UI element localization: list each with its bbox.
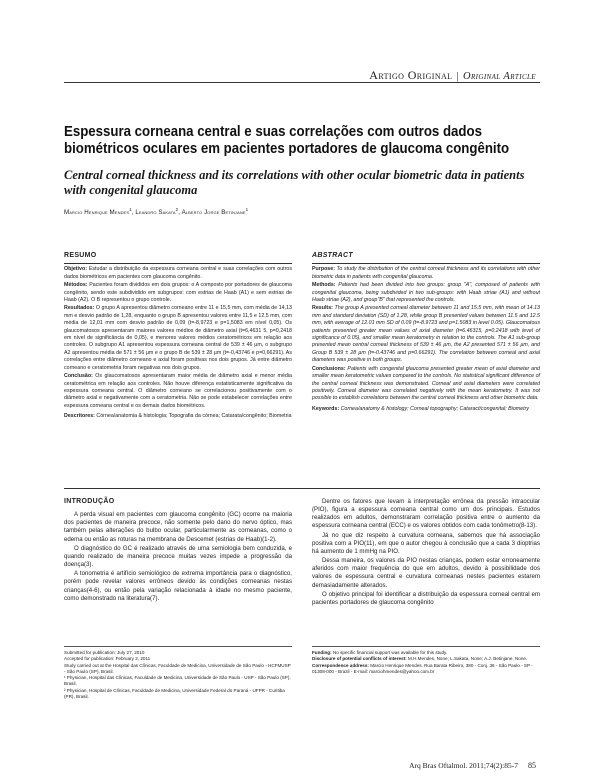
citation: Arq Bras Oftalmol. 2011;74(2):85-7 bbox=[409, 761, 518, 770]
title-en: Central corneal thickness and its correlations with other ocular biometric data in patients with congenital glaucoma bbox=[64, 168, 525, 197]
resumo-resultados: Resultados: O grupo A apresentou diâmetro corneano entre 11 e 15,5 mm, com média de 14,13 mm e desvio padrão de 1,28, enquanto o grupo B apresentou valores entre 11,5 e 12,5 mm, com média de 12,01 mm com desvio padrão de 0,09 (t=-8,9723 e p=1,5083 em nível 0,05). Os glaucomatosos apresentaram maiores valores médios de diâmetro axial (t=6,4631 5, p=0,2418 em nível de significância de 0,05), e menores valores médios ceratométricos em relação aos controles. O subgrupo A1 apresentou espessura corneana central de 539 ± 46 µm, o subgrupo A2 apresentou média de 571 ± 56 µm e o grupo B de 539 ± 28 µm (t=-0,43746 e p=0,66291). As correlações entre diâmetro corneano e axial foram positivas nos dois grupos. Já entre diâmetro corneano e ceratometria foram negativas nos dois grupos. bbox=[64, 305, 292, 371]
title-pt: Espessura corneana central e suas correlações com outros dados biométricos oculares em pacientes portadores de glaucoma congênito bbox=[64, 124, 510, 157]
resumo-rule bbox=[64, 263, 292, 264]
footnotes-left bbox=[64, 650, 292, 700]
paragraph: A perda visual em pacientes com glaucoma congênito (GC) ocorre na maioria dos pacientes de maneira precoce, não somente pelo dano do nervo óptico, mas também pelas alterações do bulbo ocular, particularmente as corneanas, como o edema ou então as roturas na membrana de Descemet (estrias de Haab)(1-2). bbox=[64, 511, 292, 543]
paragraph: Dentre os fatores que levam à interpretação errônea da pressão intraocular (PIO), figura a espessura corneana central como um dos principais. Estudos realizados em adultos, demonstraram correlação positiva entre o aumento da espessura corneana central (ECC) e os valores obtidos com cada tonômetro(8-13). bbox=[312, 498, 540, 530]
author-sup: 2 bbox=[175, 207, 179, 212]
abstract-methods: Methods: Patients had been divided into two groups: group "A", composed of patients with congenital glaucoma, being subdivided in two sub-groups: with Haab striae (A1) and without Haab striae (A2), and group"B" that represented the controls. bbox=[312, 282, 540, 304]
label-en: Original Article bbox=[462, 71, 536, 82]
paragraph: Dessa maneira, os valores da PIO nestas crianças, podem estar erroneamente aferidos com maior frequência do que em adultos, devido à possibilidade dos valores de espessura central e curvatura corneanas nestes pacientes estarem demasiadamente alterados. bbox=[312, 557, 540, 589]
resumo-descritores: Descritores: Córnea/anatomia & histologia; Topografia da córnea; Catarata/congênito; Biometria bbox=[64, 413, 292, 420]
author-sup: 1 bbox=[129, 207, 132, 212]
body-left-column bbox=[64, 498, 292, 604]
label-pt: Artigo Original bbox=[369, 68, 453, 82]
footnotes-right bbox=[312, 650, 540, 675]
section-label bbox=[369, 68, 536, 83]
author-name: Leandro Sakata bbox=[135, 209, 176, 217]
abstract-conclusions: Conclusions: Patients with congenital glaucoma presented greater mean of axial diameter and smaller mean keratometric values compared to the controls. No statistical significant difference of the central corneal thickness was demonstrated. Corneal and axial diameters were correlated positively. Corneal diameter was correlated negatively with the mean keratometry. It was not possible to establish correlations between the central corneal thickness and other biometric data. bbox=[312, 365, 540, 402]
paragraph: O diagnóstico do GC é realizado através de uma semiologia bem conduzida, e quando realizado de maneira precoce muitas vezes impede a progressão da doença(3). bbox=[64, 544, 292, 569]
abstract-box bbox=[312, 252, 540, 414]
footnote-rule-left bbox=[64, 646, 292, 647]
footnote-disclosure: Disclosure of potential conflicts of interest: M.H.Mendes, None; L.Sakata, None; A.J. Betinjane, None. bbox=[312, 656, 528, 662]
resumo-conclusao: Conclusão: Os glaucomatosos apresentaram maior média de diâmetro axial e menor média ceratométrica em relação aos controles. Não houve diferença estatisticamente significativa da espessura corneana central. O diâmetro corneano se correlacionou positivamente com o diâmetro axial e negativamente com a ceratometria. Não se pode estabelecer correlações entre espessura corneana central e os demais dados biométricos. bbox=[64, 373, 292, 409]
paragraph: Já no que diz respeito à curvatura corneana, sabemos que há associação positiva com a PIO(11), em que o autor chegou à conclusão que a cada 3 dioptrias há aumento de 1 mmHg na PIO. bbox=[312, 531, 540, 555]
page-footer bbox=[409, 761, 536, 770]
footnote-affiliation-2: ² Physician, Hospital de Clínicas, Faculdade de Medicina, Universidade Federal do Paraná - UFPR - Curitiba (PR), Brasil. bbox=[64, 687, 285, 700]
footnote-affiliation-1: ¹ Physician, Hospital das Clínicas, Faculdade de Medicina, Universidade de São Paulo - USP - São Paulo (SP), Brasil. bbox=[64, 675, 291, 687]
abstract-heading: ABSTRACT bbox=[312, 252, 353, 259]
introducao-heading: INTRODUÇÃO bbox=[64, 498, 115, 505]
footnote-correspondence: Correspondence address: Marcio Henrique Mendes. Rua Barata Ribeiro, 380 - Conj. 36 - São Paulo - SP - 01308-000 - Brazil - E-mail: marciohmendes@yahoo.com.br bbox=[312, 662, 533, 674]
paragraph: A tonometria é artifício semiológico de extrema importância para o diagnóstico, porém pode revelar valores errôneos devido às condições corneanas nestas crianças(4-6), ou então pela variação relacionada à idade no mesmo paciente, como demonstrado na literatura(7). bbox=[64, 570, 292, 602]
paragraph: O objetivo principal foi identificar a distribuição da espessura corneal central em pacientes portadores de glaucoma congênito bbox=[312, 590, 540, 606]
footnote-rule-right bbox=[312, 646, 540, 647]
abstract-keywords: Keywords: Cornea/anatomy & histology; Corneal topography; Cataract/congenital; Biometry bbox=[312, 405, 530, 412]
abstract-rule bbox=[312, 263, 540, 264]
resumo-metodos: Métodos: Pacientes foram divididos em dois grupos: o A composto por portadores de glaucoma congênito, sendo este subdividido em subgrupos: com estrias de Haab (A1) e sem estrias de Haab (A2). O B representou o grupo controle. bbox=[64, 282, 292, 304]
resumo-heading: RESUMO bbox=[64, 252, 97, 259]
header-rule bbox=[64, 82, 540, 83]
page-number: 85 bbox=[528, 761, 536, 770]
resumo-objetivo: Objetivo: Estudar a distribuição da espessura corneana central e suas correlações com outros dados biométricos em pacientes com glaucoma congênito. bbox=[64, 266, 292, 280]
resumo-box bbox=[64, 252, 292, 422]
footnote-accepted: Accepted for publication: February 2, 2011 bbox=[64, 656, 151, 662]
abstract-purpose: Purpose: To study the distribution of the central corneal thickness and its correlations with other biometric data in patients with congenital glaucoma. bbox=[312, 266, 540, 280]
abstract-results: Results: The group A presented corneal diameter between 11 and 15.5 mm, with mean of 14.13 mm and standard deviation (SD) of 1.28, while group B presented values between 11.5 and 12.5 mm, with average of 12.01 mm SD of 0.09 (t=-8.9723 and p=1.5083 in level 0.05). Glaucomatous patients presented greater mean values of axial diameter (t=6.46315, p=0.2418 with level of significance of 0.05), and smaller mean keratometry in relation to the controls. The A1 sub-group presented mean central corneal thickness of 539 ± 46 µm, the A2 presented 571 ± 56 µm, and Group B 539 ± 28 µm (t=-0.43746 and p=0.66291). The correlation between corneal and axial diameters was positive in both groups. bbox=[312, 305, 540, 364]
authors: Marcio Henrique Mendes$^1$, Leandro Sakata$^2$, Alberto Jorge Betinjane$^1$ bbox=[64, 207, 249, 217]
author-name: Alberto Jorge Betinjane bbox=[181, 209, 246, 217]
footnote-submitted: Submitted for publication: July 27, 2010 bbox=[64, 650, 145, 655]
section-rule bbox=[64, 488, 540, 489]
footnote-funding: Funding: No specific financial support was available for this study. bbox=[312, 650, 448, 655]
label-separator: | bbox=[456, 71, 459, 82]
footnote-carried-out: Study carried out at the Hospital das Clínicas, Faculdade de Medicina, Universidade de São Paulo - HCFMUSP - São Paulo (SP), Brasil. bbox=[64, 662, 291, 674]
body-right-column bbox=[312, 498, 540, 608]
author-name: Marcio Henrique Mendes bbox=[64, 209, 130, 217]
author-sup: 1 bbox=[245, 207, 249, 212]
